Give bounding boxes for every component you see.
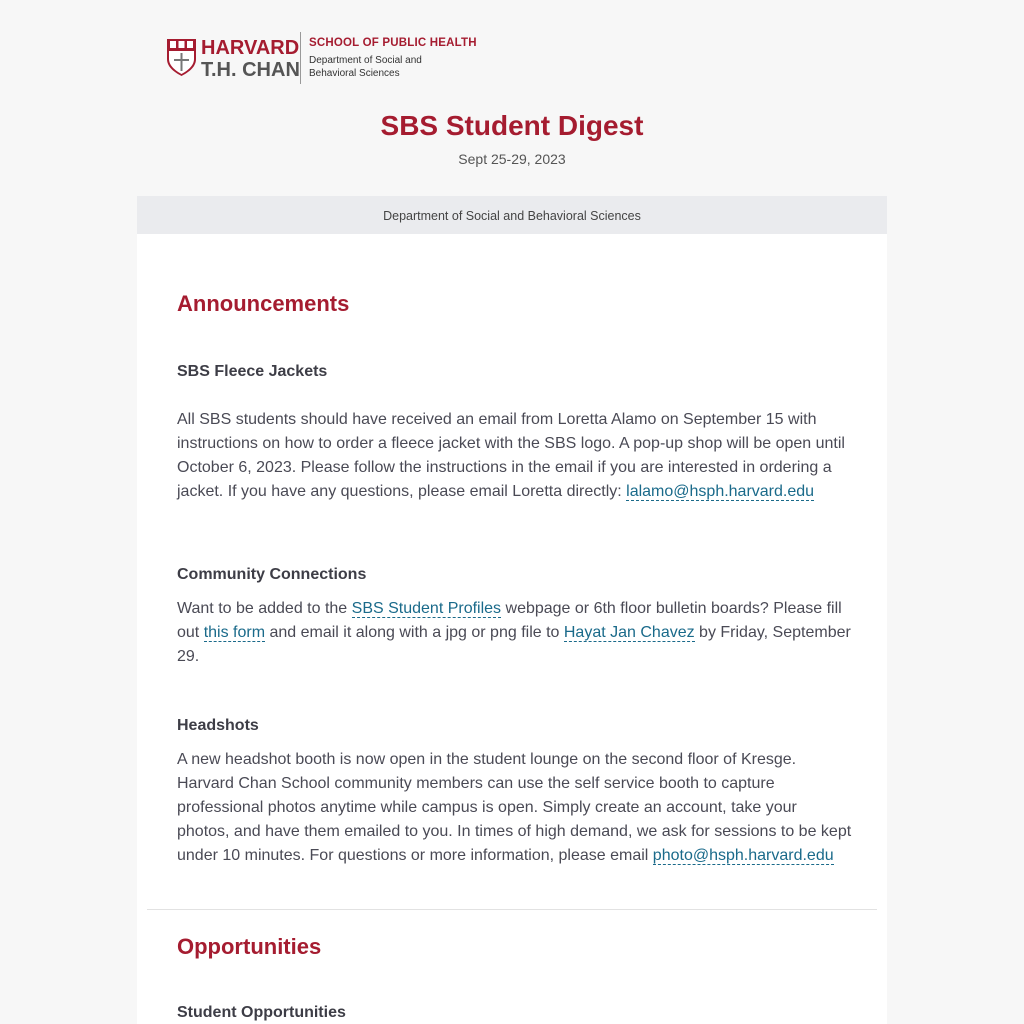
photo-email-link[interactable]: photo@hsph.harvard.edu [652, 847, 834, 864]
fleece-title: SBS Fleece Jackets [177, 363, 328, 380]
headshots-body [177, 748, 852, 868]
student-opportunities-title: Student Opportunities [177, 1004, 346, 1021]
headshots-title: Headshots [177, 717, 259, 734]
this-form-link[interactable]: this form [203, 624, 266, 641]
shield-icon [167, 39, 196, 76]
logo-school-text: SCHOOL OF PUBLIC HEALTH [309, 37, 477, 49]
page-title: SBS Student Digest [380, 110, 644, 141]
community-text-4: by Friday, September 29. [177, 624, 851, 665]
harvard-chan-logo [166, 31, 477, 85]
department-bar: Department of Social and Behavioral Sciences [137, 196, 887, 234]
logo-dept-line1: Department of Social and [309, 55, 422, 66]
community-text-3: and email it along with a jpg or png file to [265, 624, 564, 641]
headshots-text: A new headshot booth is now open in the student lounge on the second floor of Kresge. Harvard Chan School community members can use the self service booth to capture professional photos anytime while campus is open. Simply create an account, take your photos, and have them emailed to you. In times of high demand, we ask for sessions to be kept under 10 minutes. For questions or more information, please email [177, 751, 852, 864]
digest-date: Sept 25-29, 2023 [458, 151, 566, 167]
announcements-heading: Announcements [177, 291, 350, 316]
content-card [137, 234, 887, 1024]
community-text-2: webpage or 6th floor bulletin boards? Please fill out [177, 600, 842, 641]
fleece-email-link[interactable]: lalamo@hsph.harvard.edu [626, 483, 815, 500]
community-title: Community Connections [177, 566, 367, 583]
logo-chan-text: T.H. CHAN [201, 59, 300, 81]
hayat-jan-chavez-link[interactable]: Hayat Jan Chavez [563, 624, 695, 641]
community-text-1: Want to be added to the [177, 600, 352, 617]
fleece-body [177, 408, 852, 504]
logo-dept-line2: Behavioral Sciences [309, 68, 400, 79]
section-divider [147, 909, 877, 910]
logo-divider [300, 32, 301, 84]
fleece-text: All SBS students should have received an email from Loretta Alamo on September 15 with instructions on how to order a fleece jacket with the SBS logo. A pop-up shop will be open until October 6, 2023. Please follow the instructions in the email if you are interested in ordering a jacket. If you have any questions, please email Loretta directly: [177, 411, 845, 500]
opportunities-heading: Opportunities [177, 934, 322, 959]
sbs-student-profiles-link[interactable]: SBS Student Profiles [351, 600, 502, 617]
community-body [177, 597, 852, 669]
logo-harvard-text: HARVARD [201, 37, 300, 59]
